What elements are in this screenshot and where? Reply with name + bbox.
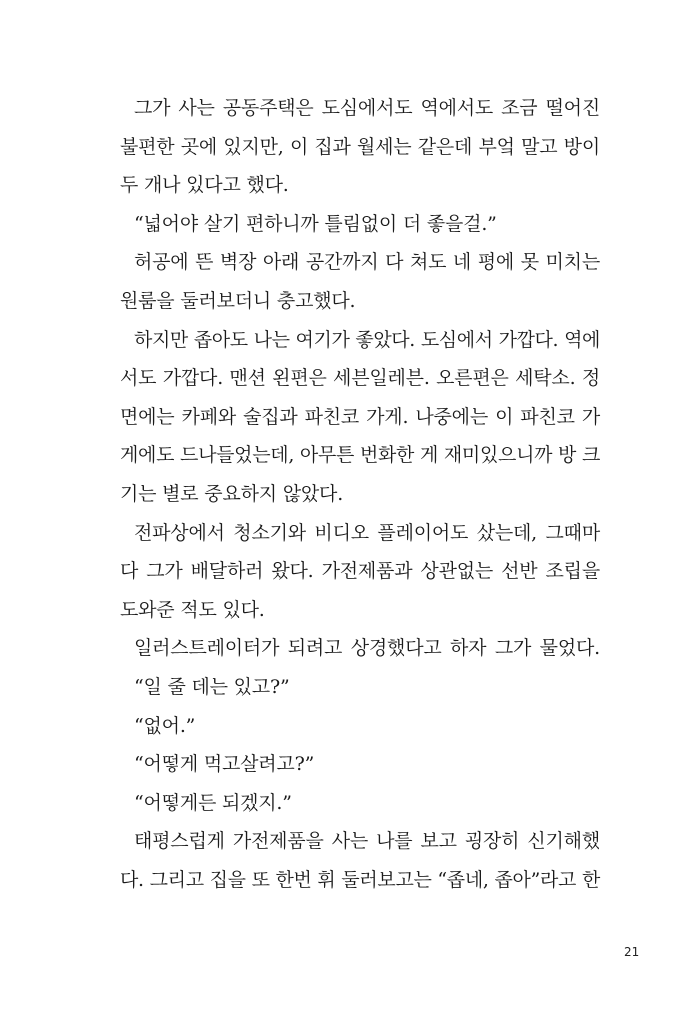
text-line: 태평스럽게 가전제품을 사는 나를 보고 굉장히 신기해했 <box>134 830 600 853</box>
text-line: “넓어야 살기 편하니까 틀림없이 더 좋을걸.” <box>134 212 497 235</box>
text-line: 두 개나 있다고 했다. <box>120 174 289 197</box>
text-line: 다. 그리고 집을 또 한번 휘 둘러보고는 “좁네, 좁아”라고 한 <box>120 868 600 891</box>
text-line: “어떻게 먹고살려고?” <box>134 753 315 776</box>
text-line: 허공에 뜬 벽장 아래 공간까지 다 쳐도 네 평에 못 미치는 <box>134 251 600 274</box>
text-line: 그가 사는 공동주택은 도심에서도 역에서도 조금 떨어진 <box>134 97 600 119</box>
page-number: 21 <box>624 945 640 959</box>
text-line: 서도 가깝다. 맨션 왼편은 세븐일레븐. 오른편은 세탁소. 정 <box>120 367 600 390</box>
text-line: “없어.” <box>134 714 196 737</box>
text-line: 일러스트레이터가 되려고 상경했다고 하자 그가 물었다. <box>134 637 600 660</box>
text-line: 불편한 곳에 있지만, 이 집과 월세는 같은데 부엌 말고 방이 <box>120 135 600 158</box>
text-line: 다 그가 배달하러 왔다. 가전제품과 상관없는 선반 조립을 <box>120 560 600 583</box>
text-line: “어떻게든 되겠지.” <box>134 791 292 814</box>
text-line: “일 줄 데는 있고?” <box>134 675 290 698</box>
text-line: 게에도 드나들었는데, 아무튼 번화한 게 재미있으니까 방 크 <box>120 444 600 467</box>
text-line: 도와준 적도 있다. <box>120 598 265 621</box>
text-line: 기는 별로 중요하지 않았다. <box>120 482 344 505</box>
text-line: 하지만 좁아도 나는 여기가 좋았다. 도심에서 가깝다. 역에 <box>134 328 600 351</box>
text-line: 전파상에서 청소기와 비디오 플레이어도 샀는데, 그때마 <box>134 521 600 544</box>
text-line: 원룸을 둘러보더니 충고했다. <box>120 289 356 312</box>
text-line: 면에는 카페와 술집과 파친코 가게. 나중에는 이 파친코 가 <box>120 405 600 428</box>
body-text <box>120 89 600 899</box>
